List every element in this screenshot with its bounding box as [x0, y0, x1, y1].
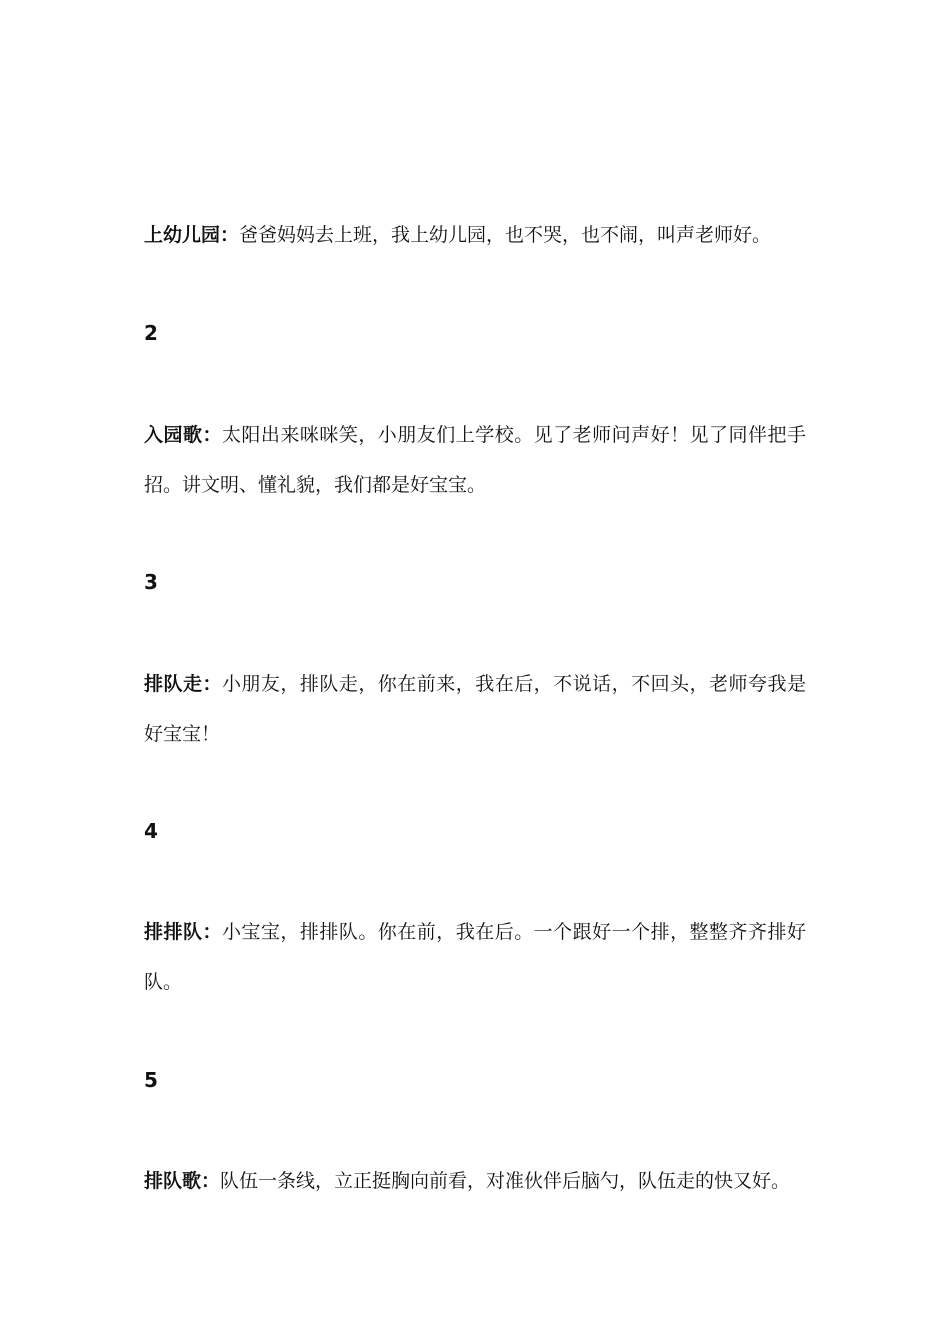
rhyme-paragraph — [144, 210, 806, 260]
rhyme-title: 入园歌： — [144, 424, 222, 446]
rhyme-title: 排队歌： — [144, 1170, 221, 1192]
rhyme-4 — [144, 907, 806, 1007]
rhyme-title: 排排队： — [144, 921, 222, 943]
rhyme-number: 4 — [144, 819, 158, 843]
rhyme-number: 2 — [144, 321, 158, 345]
rhyme-paragraph — [144, 907, 806, 1007]
rhyme-5 — [144, 1156, 806, 1206]
rhyme-1 — [144, 210, 806, 260]
rhyme-paragraph — [144, 1156, 806, 1206]
rhyme-number: 3 — [144, 570, 158, 594]
rhyme-3 — [144, 659, 806, 759]
rhyme-text: 小宝宝，排排队。你在前，我在后。一个跟好一个排，整整齐齐排好队。 — [144, 921, 806, 993]
rhyme-paragraph — [144, 659, 806, 759]
rhyme-title: 排队走： — [144, 673, 222, 695]
rhyme-text: 太阳出来咪咪笑，小朋友们上学校。见了老师问声好！见了同伴把手招。讲文明、懂礼貌，我们都是好宝宝。 — [144, 424, 806, 496]
rhyme-title: 上幼儿园： — [144, 224, 240, 246]
rhyme-number: 5 — [144, 1068, 158, 1092]
rhyme-text: 队伍一条线，立正挺胸向前看，对准伙伴后脑勺，队伍走的快又好。 — [220, 1170, 791, 1192]
rhyme-paragraph — [144, 410, 806, 510]
rhyme-2 — [144, 410, 806, 510]
rhyme-text: 爸爸妈妈去上班，我上幼儿园，也不哭，也不闹，叫声老师好。 — [239, 224, 772, 246]
rhyme-text: 小朋友，排队走，你在前来，我在后，不说话，不回头，老师夸我是好宝宝！ — [144, 673, 806, 745]
